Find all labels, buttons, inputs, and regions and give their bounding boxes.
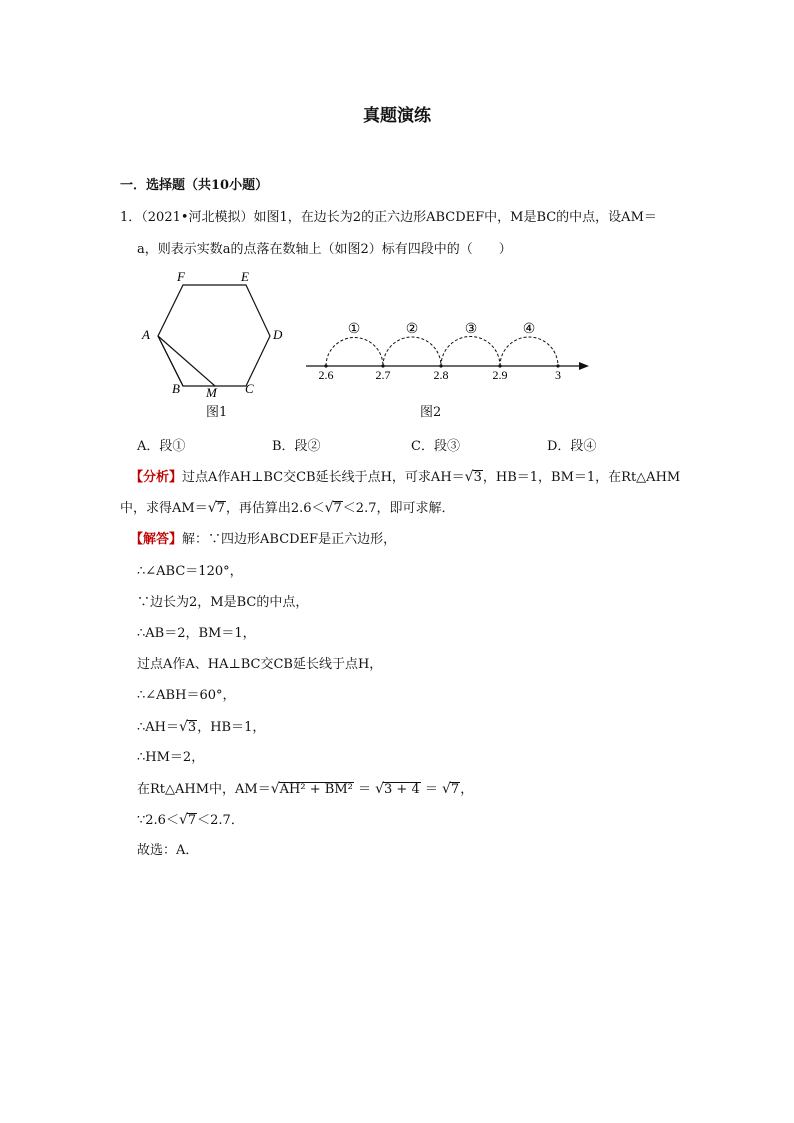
hexagon-figure: [140, 266, 300, 406]
page-title: 真题演练: [363, 106, 431, 126]
solution-root-10: 7: [187, 813, 197, 828]
figure-2-caption: 图2: [420, 405, 442, 420]
analysis-root-2: 7: [216, 501, 225, 516]
label-e: E: [241, 269, 249, 284]
analysis-root-1: 3: [473, 470, 482, 485]
question-line-2: a，则表示实数a的点落在数轴上（如图2）标有四段中的（ ）: [137, 242, 512, 257]
segment-ab: [158, 336, 183, 386]
solution-text-7a: ∴AH＝: [137, 720, 179, 735]
label-c: C: [245, 381, 254, 396]
tick-label-1: 2.6: [318, 368, 334, 382]
arrow-icon: [579, 362, 589, 370]
analysis-root-3: 7: [333, 501, 342, 516]
solution-root-9a: AH² + BM²: [279, 782, 353, 797]
number-line-figure: [300, 316, 600, 384]
tick-label-4: 2.9: [492, 368, 508, 382]
figure-1-caption: 图1: [206, 405, 228, 420]
solution-line-11: 故选：A．: [137, 843, 199, 858]
tick-label-5: 3: [555, 368, 561, 382]
solution-line-2: ∴∠ABC＝120°，: [137, 564, 243, 579]
analysis-line-2: 中，求得AM＝√7，再估算出2.6＜√7＜2.7，即可求解．: [120, 500, 455, 516]
option-d[interactable]: D．段④: [547, 439, 597, 454]
analysis-text-3: 中，求得AM＝: [120, 501, 208, 516]
label-b: B: [172, 381, 180, 396]
label-a: A: [142, 327, 150, 342]
segment-arc-3: [441, 337, 500, 367]
analysis-line-1: 【分析】过点A作AH⊥BC交CB延长线于点H，可求AH＝√3，HB＝1，BM＝1，在Rt△AHM: [130, 469, 681, 485]
solution-root-7: 3: [187, 720, 197, 735]
option-a[interactable]: A．段①: [137, 439, 186, 454]
solution-text-9b: ，: [460, 782, 474, 797]
solution-root-9c: 7: [450, 782, 460, 797]
solution-tag: 【解答】: [130, 532, 183, 547]
question-line-1: 1．（2021•河北模拟）如图1，在边长为2的正六边形ABCDEF中，M是BC的中点，设AM＝: [120, 210, 657, 225]
solution-text-7b: ，HB＝1，: [197, 720, 266, 735]
solution-text-10a: ∵2.6＜: [137, 813, 179, 828]
label-f: F: [177, 269, 185, 284]
solution-root-9b: 3 + 4: [384, 782, 420, 797]
solution-text-9a: 在Rt△AHM中，AM＝: [137, 782, 271, 797]
analysis-text-4: ，再估算出2.6＜: [225, 501, 325, 516]
tick-label-3: 2.8: [433, 368, 449, 382]
analysis-text-2: ，HB＝1，BM＝1，在Rt△AHM: [482, 470, 681, 485]
solution-text-10b: ＜2.7．: [197, 813, 244, 828]
option-b[interactable]: B．段②: [272, 439, 321, 454]
solution-line-10: ∵2.6＜√7＜2.7．: [137, 812, 244, 828]
solution-text-1: 解：∵四边形ABCDEF是正六边形，: [182, 532, 397, 547]
tick-label-2: 2.7: [375, 368, 391, 382]
solution-line-8: ∴HM＝2，: [137, 750, 205, 765]
solution-eq-1: ＝: [353, 782, 376, 797]
segment-arc-2: [383, 337, 441, 366]
segment-label-2: ②: [405, 322, 419, 337]
label-d: D: [273, 327, 283, 342]
solution-line-5: 过点A作A、HA⊥BC交CB延长线于点H，: [137, 657, 383, 672]
solution-eq-2: ＝: [420, 782, 442, 797]
segment-label-3: ③: [464, 322, 478, 337]
solution-line-9: 在Rt△AHM中，AM＝√AH² + BM² ＝ √3 + 4 ＝ √7，: [137, 781, 474, 797]
segment-label-4: ④: [522, 322, 536, 337]
analysis-text-5: ＜2.7，即可求解．: [342, 501, 455, 516]
segment-arc-4: [500, 337, 558, 366]
solution-line-6: ∴∠ABH＝60°，: [137, 688, 236, 703]
segment-label-1: ①: [347, 322, 361, 337]
solution-line-1: [130, 530, 396, 550]
section-heading: 一．选择题（共10小题）: [120, 178, 269, 193]
solution-line-4: ∴AB＝2，BM＝1，: [137, 626, 256, 641]
label-m: M: [206, 385, 217, 400]
analysis-tag: 【分析】: [130, 470, 183, 485]
option-c[interactable]: C．段③: [411, 439, 460, 454]
solution-line-3: ∵边长为2，M是BC的中点，: [137, 595, 309, 610]
solution-line-7: ∴AH＝√3，HB＝1，: [137, 719, 266, 735]
segment-am: [158, 336, 215, 386]
segment-arc-1: [326, 338, 383, 366]
analysis-text-1: 过点A作AH⊥BC交CB延长线于点H，可求AH＝: [182, 470, 465, 485]
